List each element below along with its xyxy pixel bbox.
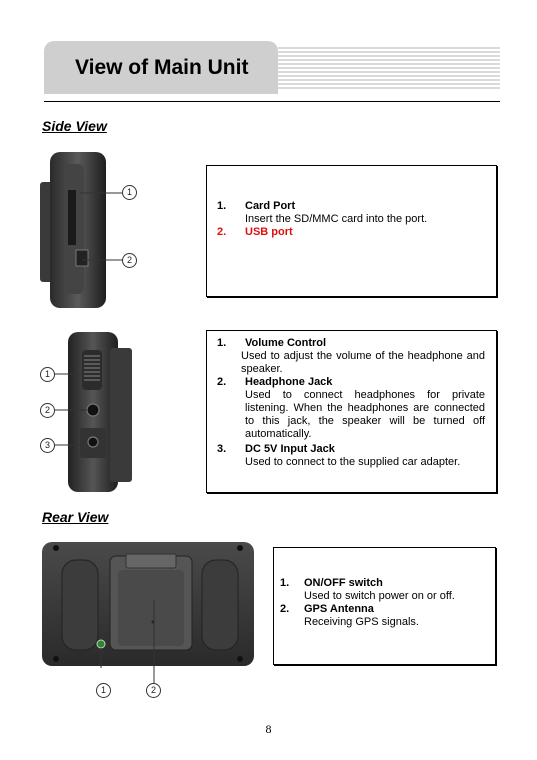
header-decorative-lines [278, 46, 500, 90]
item-number: 1. [280, 577, 290, 589]
item-description: Used to connect headphones for private listening. When the headphones are connected to this jack, the speaker will be turned off automatically. [245, 389, 485, 440]
item-number: 2. [217, 226, 227, 238]
device-side-image-top [38, 150, 148, 310]
page-number: 8 [265, 722, 272, 736]
callout-leader-line [150, 600, 160, 684]
rear-view-box [273, 547, 496, 665]
callout-2: 2 [146, 683, 161, 698]
callout-1: 1 [96, 683, 111, 698]
device-rear-image [40, 540, 256, 668]
item-title: Headphone Jack [245, 376, 333, 388]
header-rule [44, 101, 500, 102]
item-title: Volume Control [245, 337, 327, 349]
item-description: Used to connect to the supplied car adapter. [245, 456, 461, 468]
item-number: 1. [217, 200, 227, 212]
callout-3: 3 [40, 438, 55, 453]
item-description: Insert the SD/MMC card into the port. [245, 213, 428, 225]
callout-2: 2 [40, 403, 55, 418]
side-view-box-1 [206, 165, 497, 297]
item-title: GPS Antenna [304, 603, 374, 615]
item-title: DC 5V Input Jack [245, 443, 335, 455]
item-number: 3. [217, 443, 227, 455]
callout-2: 2 [122, 253, 137, 268]
side-view-box-2 [206, 330, 497, 493]
callout-1: 1 [40, 367, 55, 382]
side-view-heading: Side View [42, 118, 107, 134]
item-number: 2. [280, 603, 290, 615]
rear-view-heading: Rear View [42, 509, 109, 525]
item-number: 2. [217, 376, 227, 388]
item-title: Card Port [245, 200, 296, 212]
callout-1: 1 [122, 185, 137, 200]
item-description: Used to switch power on or off. [304, 590, 455, 602]
item-description: Used to adjust the volume of the headphone and speaker. [241, 350, 485, 375]
item-title: USB port [245, 226, 293, 238]
item-number: 1. [217, 337, 227, 349]
item-description: Receiving GPS signals. [304, 616, 419, 628]
page-title: View of Main Unit [75, 56, 249, 79]
item-title: ON/OFF switch [304, 577, 383, 589]
